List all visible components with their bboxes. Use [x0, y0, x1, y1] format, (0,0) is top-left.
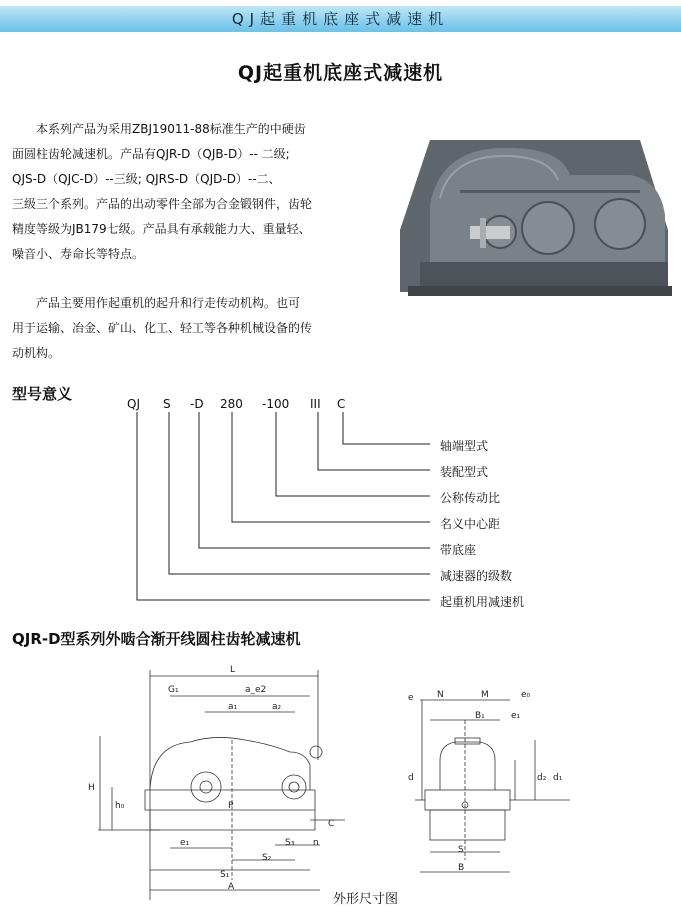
model-code: 280 — [220, 397, 243, 411]
dim-label: a₂ — [272, 702, 282, 712]
dim-label: d₁ — [553, 773, 563, 783]
model-label: 轴端型式 — [440, 439, 489, 453]
model-label: 公称传动比 — [440, 491, 501, 505]
dim-label: G₁ — [168, 685, 179, 695]
dim-label: d — [408, 773, 414, 783]
intro-line: 本系列产品为采用ZBJ19011-88标准生产的中硬齿 — [36, 122, 306, 136]
model-label: 名义中心距 — [440, 517, 501, 531]
dim-label: e — [408, 693, 414, 703]
top-banner: QJ起重机底座式减速机 — [0, 6, 681, 32]
intro-paragraph — [12, 117, 390, 267]
dim-label: a₁ — [228, 702, 238, 712]
model-label: 起重机用减速机 — [440, 595, 525, 609]
front-view-drawing — [98, 670, 345, 900]
dim-label: H — [88, 783, 95, 793]
intro-line: QJS-D（QJC-D）--三级; QJRS-D（QJD-D）--二、 — [12, 172, 281, 186]
intro-line: 噪音小、寿命长等特点。 — [12, 247, 145, 261]
dim-label: S₁ — [220, 870, 230, 880]
dim-label: e₁ — [180, 838, 190, 848]
intro-line: 精度等级为JB179七级。产品具有承载能力大、重量轻、 — [12, 222, 311, 236]
model-code: S — [163, 397, 171, 411]
intro-line: 三级三个系列。产品的出动零件全部为合金锻钢件，齿轮 — [12, 197, 313, 211]
model-code: -D — [190, 397, 204, 411]
usage-paragraph — [12, 291, 390, 366]
drawing-heading: QJR-D型系列外啮合渐开线圆柱齿轮减速机 — [12, 630, 301, 648]
dim-label: S₃ — [285, 838, 295, 848]
dim-label: C — [328, 819, 335, 829]
dim-label: e₀ — [521, 690, 531, 700]
drawing-caption: 外形尺寸图 — [333, 892, 399, 907]
model-leader-lines — [137, 412, 430, 600]
dim-label: d₂ — [537, 773, 547, 783]
model-label: 装配型式 — [440, 465, 489, 479]
model-code: -100 — [262, 397, 290, 411]
dim-label: S — [458, 845, 464, 855]
model-label: 带底座 — [440, 543, 477, 557]
model-code: III — [310, 397, 321, 411]
dim-label: P — [228, 801, 234, 811]
usage-line: 产品主要用作起重机的起升和行走传动机构。也可 — [36, 296, 301, 310]
dim-label: h₀ — [115, 801, 125, 811]
page-title: QJ起重机底座式减速机 — [237, 62, 444, 84]
model-heading: 型号意义 — [12, 385, 73, 403]
intro-line: 面圆柱齿轮减速机。产品有QJR-D（QJB-D）-- 二级; — [12, 147, 290, 161]
dim-label: L — [230, 665, 236, 675]
dim-label: B — [458, 863, 465, 873]
side-view-drawing — [415, 700, 570, 872]
dim-label: e₁ — [511, 711, 521, 721]
front-view-dimension-labels — [88, 665, 334, 892]
model-code: QJ — [127, 397, 140, 411]
model-code: C — [337, 397, 346, 411]
dim-label: a_e2 — [245, 685, 267, 695]
dim-label: B₁ — [475, 711, 485, 721]
usage-line: 动机构。 — [12, 346, 61, 360]
usage-line: 用于运输、冶金、矿山、化工、轻工等各种机械设备的传 — [12, 321, 313, 335]
reducer-illustration — [400, 140, 672, 296]
dim-label: A — [228, 882, 235, 892]
dim-label: n — [313, 838, 319, 848]
dim-label: S₂ — [262, 853, 272, 863]
model-label: 减速器的级数 — [440, 569, 513, 583]
side-view-dimension-labels — [408, 690, 563, 873]
dim-label: M — [481, 690, 489, 700]
dim-label: N — [437, 690, 444, 700]
